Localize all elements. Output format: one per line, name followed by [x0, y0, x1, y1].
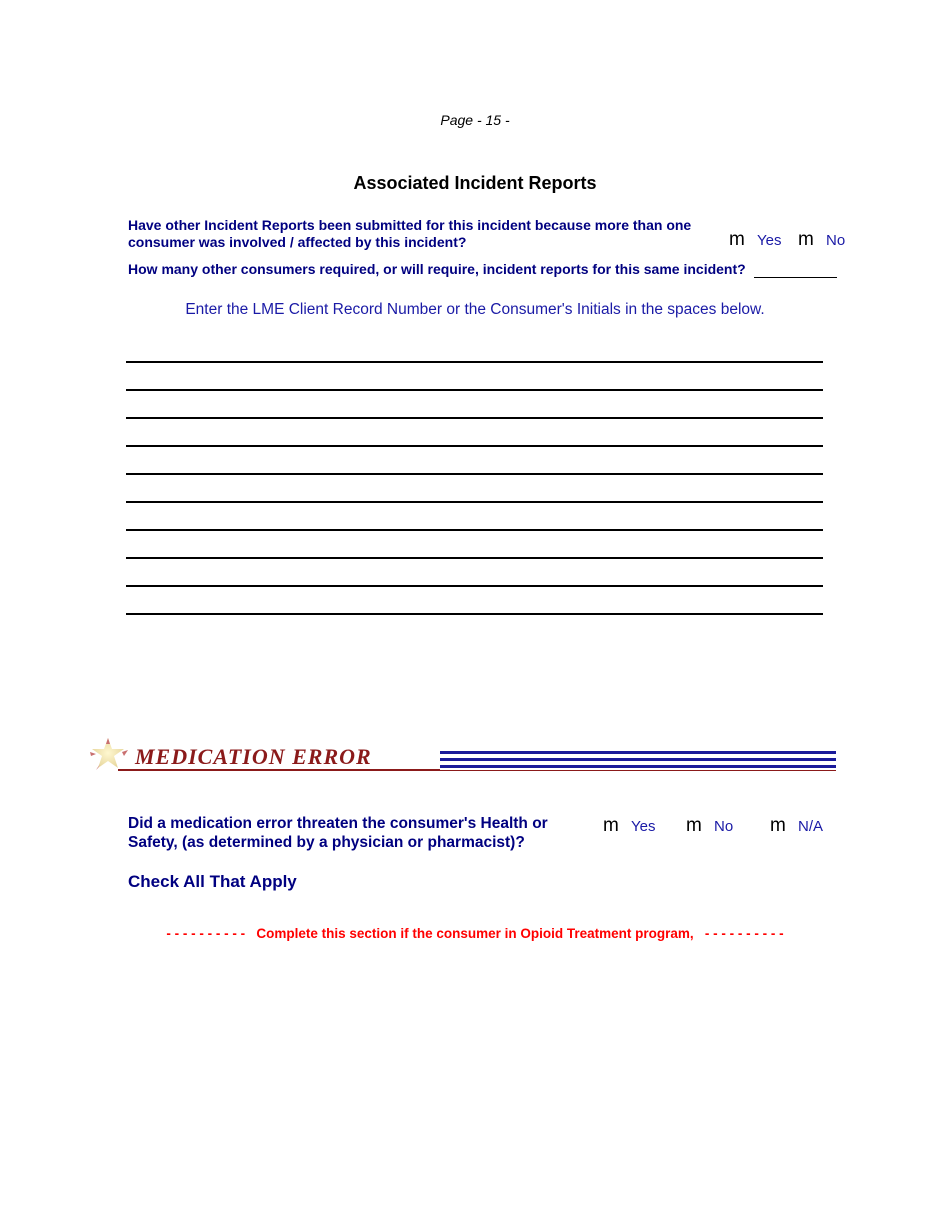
- banner-stripe: [440, 765, 836, 768]
- check-all-heading: Check All That Apply: [128, 872, 297, 891]
- section-title-associated-incident-reports: Associated Incident Reports: [353, 173, 597, 193]
- medication-threat-no-radio[interactable]: m: [686, 815, 702, 836]
- record-entry-line[interactable]: [126, 501, 823, 503]
- other-reports-question-line1: Have other Incident Reports been submitted for this incident because more than one: [128, 217, 692, 233]
- medication-threat-question-line1: Did a medication error threaten the consumer's Health or: [128, 815, 548, 832]
- other-reports-no-label: No: [826, 232, 846, 249]
- other-reports-yes-radio[interactable]: m: [729, 229, 745, 250]
- entry-instruction: Enter the LME Client Record Number or the Consumer's Initials in the spaces below.: [185, 301, 765, 318]
- record-entry-line[interactable]: [126, 445, 823, 447]
- medication-threat-yes-label: Yes: [631, 818, 656, 835]
- medication-threat-question: [128, 814, 548, 852]
- other-consumers-count-question: How many other consumers required, or will require, incident reports for this same incident?: [128, 261, 746, 277]
- record-entry-line[interactable]: [126, 585, 823, 587]
- medication-threat-no-label: No: [714, 818, 734, 835]
- medication-threat-yes-radio[interactable]: m: [603, 815, 619, 836]
- medication-threat-question-line2: Safety, (as determined by a physician or pharmacist)?: [128, 834, 525, 851]
- record-entry-line[interactable]: [126, 417, 823, 419]
- record-entry-line[interactable]: [126, 529, 823, 531]
- record-entry-line[interactable]: [126, 557, 823, 559]
- other-reports-yes-label: Yes: [757, 232, 782, 249]
- record-entry-line[interactable]: [126, 389, 823, 391]
- banner-stripe-red: [440, 770, 836, 771]
- record-entry-line[interactable]: [126, 473, 823, 475]
- page-number: Page - 15 -: [440, 112, 510, 128]
- medication-threat-na-radio[interactable]: m: [770, 815, 786, 836]
- record-entry-line[interactable]: [126, 361, 823, 363]
- other-consumers-count-field[interactable]: [754, 277, 837, 278]
- medication-threat-na-label: N/A: [798, 818, 824, 835]
- banner-stripe: [440, 751, 836, 754]
- banner-stripe: [440, 758, 836, 761]
- record-entry-line[interactable]: [126, 613, 823, 615]
- other-reports-question-line2: consumer was involved / affected by this incident?: [128, 234, 467, 250]
- medication-error-banner-title: MEDICATION ERROR: [135, 744, 372, 769]
- other-reports-question: [128, 217, 691, 251]
- opioid-treatment-note: - - - - - - - - - - Complete this section if the consumer in Opioid Treatment program, - - - - - - - - - -: [166, 926, 784, 941]
- star-icon: [86, 734, 136, 774]
- other-reports-no-radio[interactable]: m: [798, 229, 814, 250]
